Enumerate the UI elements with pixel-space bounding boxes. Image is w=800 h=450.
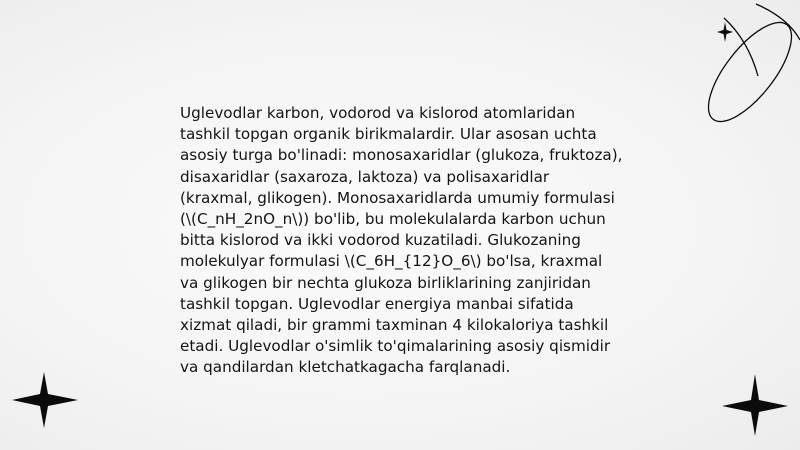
sparkle-star-icon xyxy=(10,370,80,430)
orbit-lines-icon xyxy=(670,0,800,150)
sparkle-star-icon xyxy=(720,372,790,438)
body-paragraph: Uglevodlar karbon, vodorod va kislorod atomlaridan tashkil topgan organik birikmalardir. Ular asosan uchta asosiy turga bo'linadi: monosaxaridlar (glukoza, fruktoza), disaxaridlar (saxaroza, laktoza) va polisaxaridlar (kraxmal, glikogen). Monosaxaridlarda umumiy formulasi (\(C_nH_2nO_n\)) bo'lib, bu molekulalarda karbon uchun bitta kislorod va ikki vodorod kuzatiladi. Glukozaning molekulyar formulasi \(C_6H_{12}O_6\) bo'lsa, kraxmal va glikogen bir nechta glukoza birliklarining zanjiridan tashkil topgan. Uglevodlar energiya manbai sifatida xizmat qiladi, bir grammi taxminan 4 kilokaloriya tashkil etadi. Uglevodlar o'simlik to'qimalarining asosiy qismidir va qandilardan kletchatkagacha farqlanadi. xyxy=(180,104,623,377)
